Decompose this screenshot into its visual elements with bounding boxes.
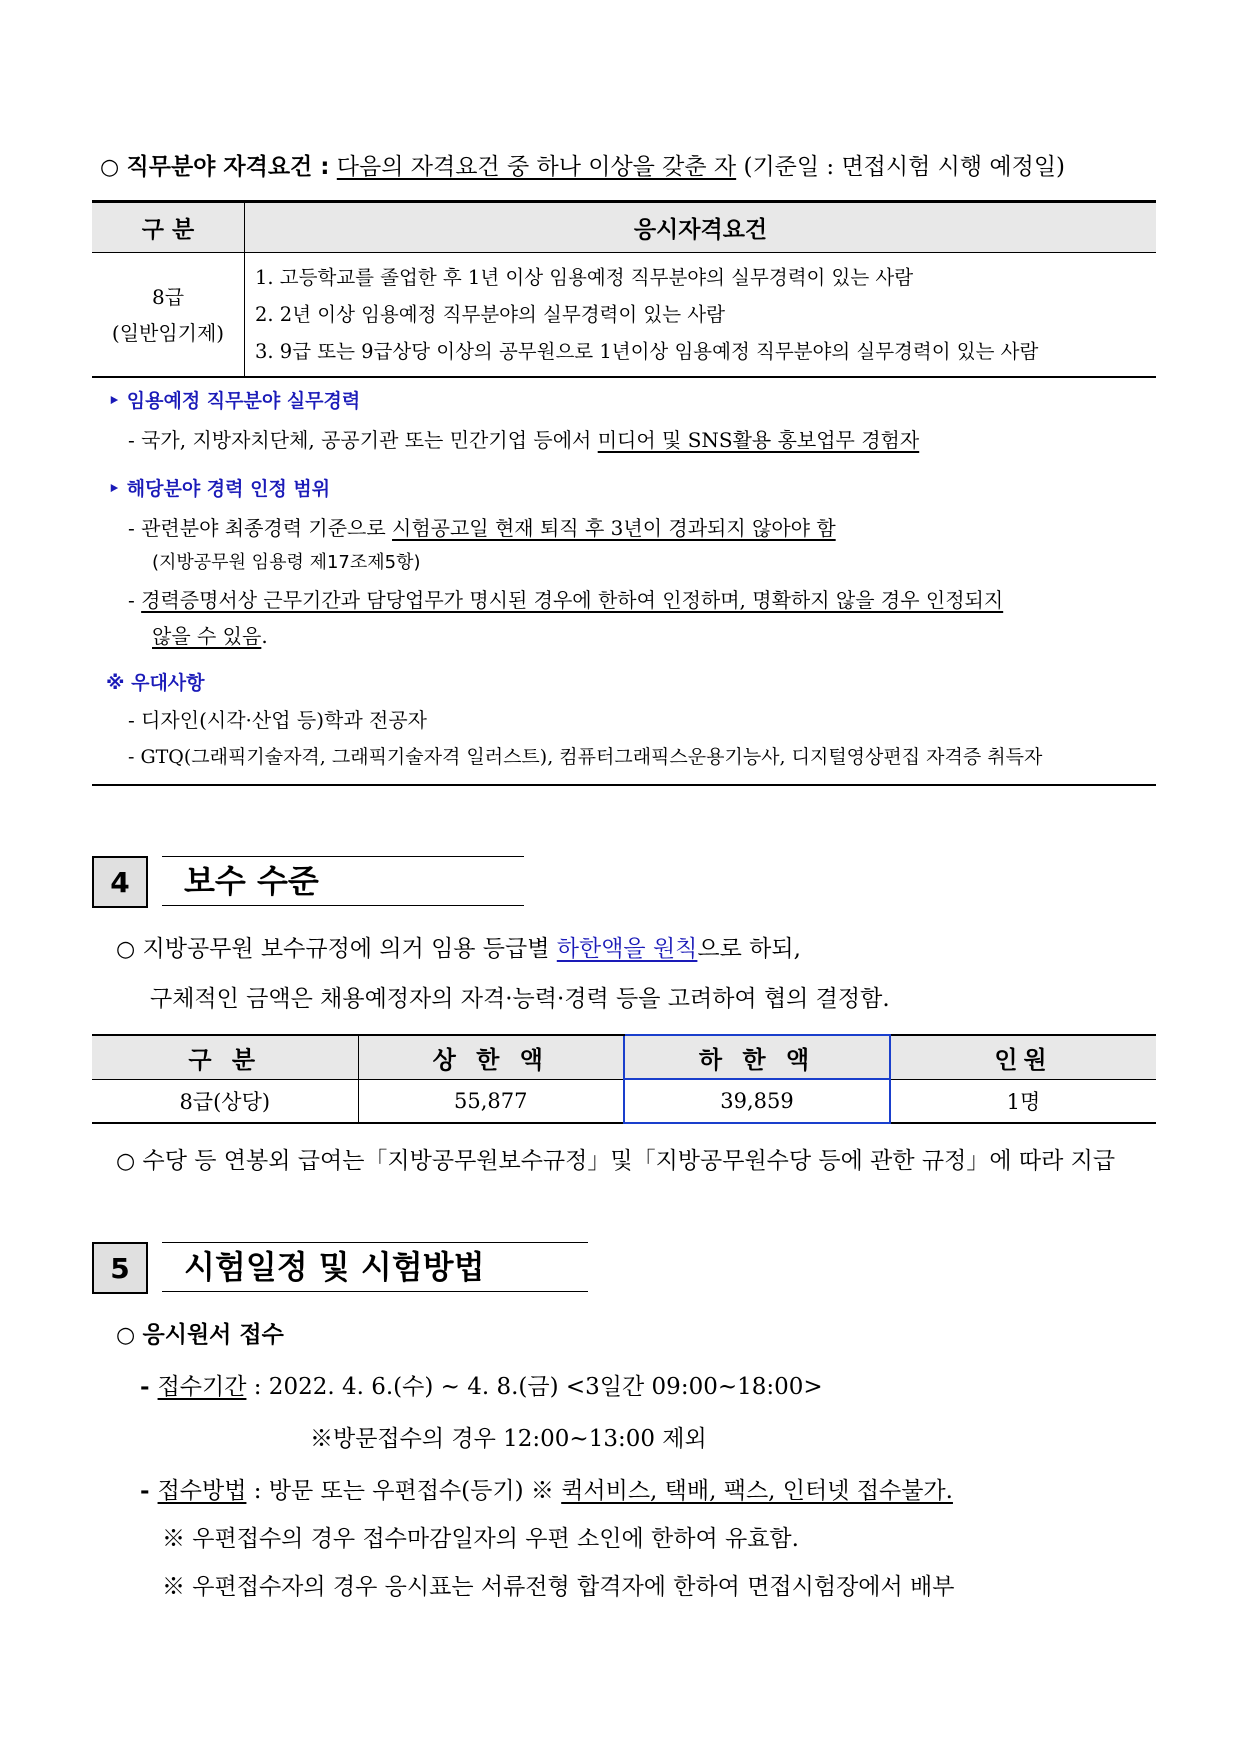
range-2-dash: - <box>128 588 142 612</box>
experience-line <box>128 424 919 453</box>
circle-bullet: ○ <box>116 1323 136 1348</box>
range-2-end: . <box>261 624 268 648</box>
method-label: 접수방법 <box>157 1478 247 1504</box>
requirement-item: 3. 9급 또는 9급상당 이상의 공무원으로 1년이상 임용예정 직무분야의 실무경력이 있는 사람 <box>255 340 1039 363</box>
range-1-underlined: 시험공고일 현재 퇴직 후 3년이 경과되지 않아야 함 <box>392 516 836 540</box>
pay-line-1-highlight: 하한액을 원칙 <box>556 936 698 962</box>
pay-col-max: 상 한 액 <box>358 1035 624 1079</box>
qualification-subject: 다음의 자격요건 중 하나 이상을 갖춘 자 <box>336 154 737 180</box>
range-line-1 <box>128 512 836 541</box>
pay-col-min: 하 한 액 <box>624 1035 890 1079</box>
circle-bullet: ○ <box>116 1149 136 1174</box>
application-heading: 응시원서 접수 <box>142 1322 284 1348</box>
range-2-line1: 경력증명서상 근무기간과 담당업무가 명시된 경우에 한하여 인정하며, 명확하지 않을 경우 인정되지 <box>141 588 1004 612</box>
qualification-base-date: (기준일 : 면접시험 시행 예정일) <box>743 154 1066 180</box>
qualification-table <box>92 200 1156 378</box>
experience-prefix: - 국가, 지방자치단체, 공공기관 또는 민간기업 등에서 <box>128 428 598 452</box>
pay-col-grade: 구 분 <box>92 1035 358 1079</box>
range-line-2b <box>152 620 268 649</box>
experience-underlined: 미디어 및 SNS활용 홍보업무 경험자 <box>597 428 920 452</box>
pay-line-2: 구체적인 금액은 채용예정자의 자격·능력·경력 등을 고려하여 협의 결정함. <box>150 986 890 1012</box>
method-line <box>140 1472 953 1505</box>
pref-title: ※ 우대사항 <box>106 672 205 694</box>
method-underlined: 퀵서비스, 택배, 팩스, 인터넷 접수불가. <box>561 1478 953 1504</box>
qual-grade: 8급 <box>151 284 185 309</box>
qual-requirements-cell <box>245 253 1157 378</box>
pay-line-1 <box>116 930 801 963</box>
range-1-ref: (지방공무원 임용령 제17조제5항) <box>152 552 421 573</box>
allowance-text: 수당 등 연봉외 급여는「지방공무원보수규정」및「지방공무원수당 등에 관한 규정」에 따라 지급 <box>142 1148 1116 1174</box>
pay-table <box>92 1034 1156 1124</box>
method-value: : 방문 또는 우편접수(등기) ※ <box>246 1478 562 1504</box>
notes-bottom-rule <box>92 784 1156 786</box>
pay-count: 1명 <box>890 1079 1156 1123</box>
qualification-heading-line <box>100 148 1065 181</box>
application-heading-line <box>116 1316 284 1349</box>
requirement-item: 2. 2년 이상 임용예정 직무분야의 실무경력이 있는 사람 <box>255 303 725 326</box>
qual-grade-cell <box>92 253 245 378</box>
pay-max: 55,877 <box>358 1079 624 1123</box>
circle-bullet: ○ <box>116 937 136 962</box>
range-line-2 <box>128 584 1003 613</box>
pay-grade: 8급(상당) <box>92 1079 358 1123</box>
range-title: ‣ 해당분야 경력 인정 범위 <box>108 478 331 500</box>
section-4-number: 4 <box>92 856 148 908</box>
period-label: 접수기간 <box>157 1374 247 1400</box>
pref-item-1: - 디자인(시각·산업 등)학과 전공자 <box>128 708 427 732</box>
range-1-prefix: - 관련분야 최종경력 기준으로 <box>128 516 393 540</box>
allowance-line <box>116 1142 1115 1175</box>
pay-col-count: 인원 <box>890 1035 1156 1079</box>
requirement-item: 1. 고등학교를 졸업한 후 1년 이상 임용예정 직무분야의 실무경력이 있는 사람 <box>255 266 914 289</box>
section-5-number: 5 <box>92 1242 148 1294</box>
range-2-line2: 않을 수 있음 <box>152 624 262 648</box>
period-dash: - <box>140 1373 158 1400</box>
qual-col-requirements: 응시자격요건 <box>245 202 1157 253</box>
period-line <box>140 1368 823 1401</box>
section-4-title: 보수 수준 <box>162 856 524 906</box>
qual-col-grade: 구 분 <box>92 202 245 253</box>
pay-line-1-prefix: 지방공무원 보수규정에 의거 임용 등급별 <box>142 936 557 962</box>
period-note: ※방문접수의 경우 12:00~13:00 제외 <box>310 1426 707 1452</box>
pref-item-2: - GTQ(그래픽기술자격, 그래픽기술자격 일러스트), 컴퓨터그래픽스운용기능사, 디지털영상편집 자격증 취득자 <box>128 746 1043 768</box>
experience-title: ‣ 임용예정 직무분야 실무경력 <box>108 390 361 412</box>
qual-grade-type: (일반임기제) <box>111 320 225 345</box>
mail-note-1: ※ 우편접수의 경우 접수마감일자의 우편 소인에 한하여 유효함. <box>162 1526 799 1552</box>
qualification-heading: 직무분야 자격요건 : <box>126 154 330 180</box>
circle-bullet: ○ <box>100 155 120 180</box>
pay-min: 39,859 <box>624 1079 890 1123</box>
period-value: : 2022. 4. 6.(수) ~ 4. 8.(금) <3일간 09:00~18:00> <box>246 1374 823 1400</box>
pay-line-1-suffix: 으로 하되, <box>697 936 801 962</box>
mail-note-2: ※ 우편접수자의 경우 응시표는 서류전형 합격자에 한하여 면접시험장에서 배부 <box>162 1574 955 1600</box>
section-5-title: 시험일정 및 시험방법 <box>162 1242 588 1292</box>
method-dash: - <box>140 1477 158 1504</box>
